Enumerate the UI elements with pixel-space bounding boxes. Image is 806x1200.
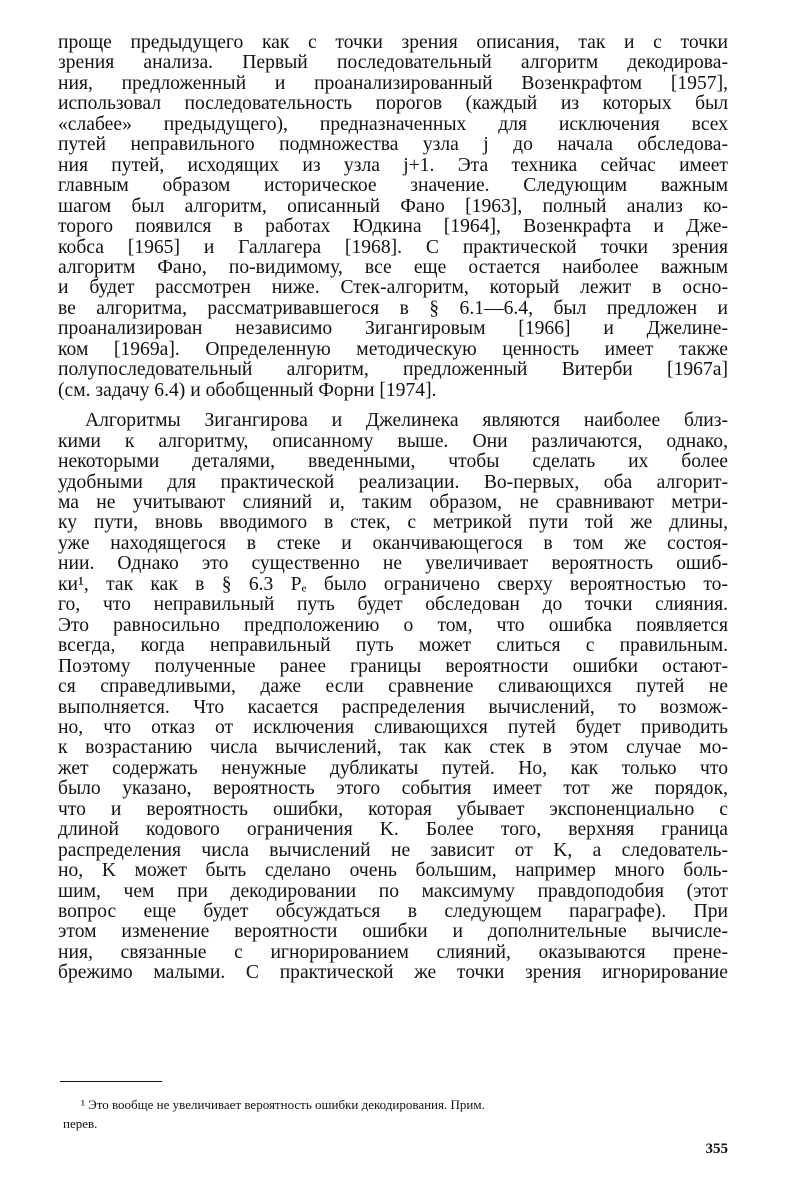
footnote-line: перев.	[63, 1116, 98, 1131]
footnote-line: ¹ Это вообще не увеличивает вероятность ошибки декодирования. Прим.	[81, 1097, 485, 1112]
text-line: уже находящегося в стеке и оканчивающегося в том же состоя-	[58, 532, 728, 554]
text-line: ма не учитывают слияний и, таким образом, не сравнивают метри-	[58, 491, 728, 513]
text-line: всегда, когда неправильный путь может слиться с правильным.	[58, 635, 728, 657]
text-line: выполняется. Что касается распределения вычислений, то возмож-	[58, 696, 728, 718]
body-text	[58, 33, 728, 984]
text-line: нии. Однако это существенно не увеличивает вероятность ошиб-	[58, 553, 728, 575]
text-line: (см. задачу 6.4) и обобщенный Форни [1974].	[58, 379, 437, 401]
text-line: проанализирован независимо Зигангировым [1966] и Джелине-	[58, 318, 728, 340]
text-line: распределения числа вычислений не зависит от K, а следователь-	[58, 839, 728, 861]
text-line: было указано, вероятность этого события имеет тот же порядок,	[58, 778, 728, 800]
text-line: ния путей, исходящих из узла j+1. Эта техника сейчас имеет	[58, 154, 728, 176]
text-line: использовал последовательность порогов (каждый из которых был	[58, 93, 728, 115]
text-line: Это равносильно предположению о том, что ошибка появляется	[58, 614, 728, 636]
text-line: удобными для практической реализации. Во-первых, оба алгорит-	[58, 471, 728, 493]
text-line: шагом был алгоритм, описанный Фано [1963], полный анализ ко-	[58, 195, 728, 217]
footnote-divider	[60, 1081, 162, 1082]
text-line: шим, чем при декодировании по максимуму правдоподобия (этот	[58, 880, 728, 902]
text-line: ния, связанные с игнорированием слияний, оказываются прене-	[58, 941, 728, 963]
text-line: зрения анализа. Первый последовательный алгоритм декодирова-	[58, 52, 728, 74]
text-line: кими к алгоритму, описанному выше. Они различаются, однако,	[58, 430, 728, 452]
text-line: го, что неправильный путь будет обследован до точки слияния.	[58, 594, 728, 616]
text-line: Алгоритмы Зигангирова и Джелинека являются наиболее близ-	[85, 410, 728, 432]
page-number: 355	[705, 1141, 728, 1157]
text-line: ся справедливыми, даже если сравнение сливающихся путей не	[58, 676, 728, 698]
text-line: но, что отказ от исключения сливающихся путей будет приводить	[58, 716, 728, 738]
text-line: главным образом историческое значение. Следующим важным	[58, 175, 728, 197]
text-line: но, K может быть сделано очень большим, например много боль-	[58, 860, 728, 882]
paragraph-1	[58, 33, 728, 401]
text-line: «слабее» предыдущего), предназначенных для исключения всех	[58, 113, 728, 135]
text-line: ве алгоритма, рассматривавшегося в § 6.1—6.4, был предложен и	[58, 297, 728, 319]
text-line: Поэтому полученные ранее границы вероятности ошибки остают-	[58, 655, 728, 677]
footnote	[63, 1095, 723, 1133]
text-line: некоторыми деталями, введенными, чтобы сделать их более	[58, 451, 728, 473]
text-line: брежимо малыми. С практической же точки зрения игнорирование	[58, 962, 728, 984]
text-line: что и вероятность ошибки, которая убывает экспоненциально с	[58, 798, 728, 820]
text-line: ния, предложенный и проанализированный Возенкрафтом [1957],	[58, 72, 728, 94]
text-line: жет содержать ненужные дубликаты путей. Но, как только что	[58, 757, 728, 779]
text-line: проще предыдущего как с точки зрения описания, так и с точки	[58, 32, 728, 53]
text-line: вопрос еще будет обсуждаться в следующем параграфе). При	[58, 901, 728, 923]
text-line: полупоследовательный алгоритм, предложенный Витерби [1967а]	[58, 359, 728, 381]
paragraph-2	[58, 411, 728, 984]
text-line: кобса [1965] и Галлагера [1968]. С практической точки зрения	[58, 236, 728, 258]
text-line: ки¹, так как в § 6.3 Pₑ было ограничено сверху вероятностью то-	[58, 573, 728, 595]
text-line: и будет рассмотрен ниже. Стек-алгоритм, который лежит в осно-	[58, 277, 728, 299]
text-line: торого появился в работах Юдкина [1964], Возенкрафта и Дже-	[58, 216, 728, 238]
text-line: путей неправильного подмножества узла j до начала обследова-	[58, 134, 728, 156]
text-line: алгоритм Фано, по-видимому, все еще остается наиболее важным	[58, 256, 728, 278]
text-line: длиной кодового ограничения K. Более того, верхняя граница	[58, 819, 728, 841]
text-line: ку пути, вновь вводимого в стек, с метрикой пути той же длины,	[58, 512, 728, 534]
text-line: к возрастанию числа вычислений, так как стек в этом случае мо-	[58, 737, 728, 759]
text-line: ком [1969а]. Определенную методическую ценность имеет также	[58, 338, 728, 360]
text-line: этом изменение вероятности ошибки и дополнительные вычисле-	[58, 921, 728, 943]
